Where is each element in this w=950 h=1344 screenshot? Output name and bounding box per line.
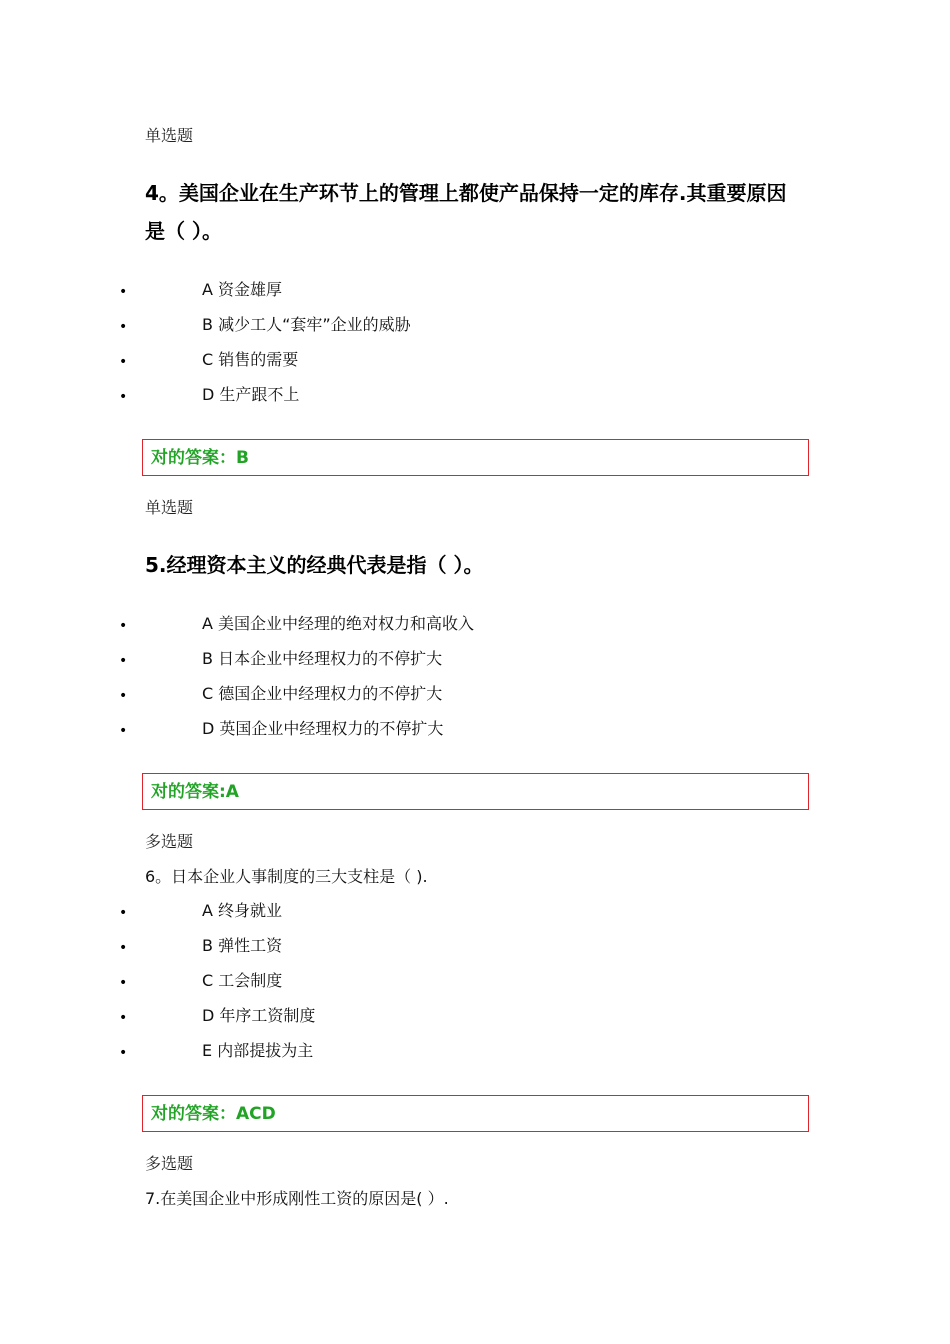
- option-a[interactable]: A 终身就业: [202, 901, 283, 920]
- answer-box: [142, 1095, 809, 1132]
- option-c[interactable]: C 德国企业中经理权力的不停扩大: [202, 684, 443, 703]
- answer-box: [142, 439, 809, 476]
- option-d[interactable]: D 生产跟不上: [202, 385, 300, 404]
- bullet-icon: •: [119, 723, 128, 739]
- question-type-label: 单选题: [145, 498, 194, 517]
- question-title: 4。美国企业在生产环节上的管理上都使产品保持一定的库存.其重要原因是（ ）。: [145, 181, 787, 243]
- correct-answer: 对的答案：B: [151, 448, 249, 468]
- option-a[interactable]: A 资金雄厚: [202, 280, 283, 299]
- option-c[interactable]: C 销售的需要: [202, 350, 299, 369]
- bullet-icon: •: [119, 1045, 128, 1061]
- question-type-label: 多选题: [145, 832, 194, 851]
- option-d[interactable]: D 英国企业中经理权力的不停扩大: [202, 719, 444, 738]
- option-e[interactable]: E 内部提拔为主: [202, 1041, 314, 1060]
- answer-box: [142, 773, 809, 810]
- bullet-icon: •: [119, 905, 128, 921]
- option-c[interactable]: C 工会制度: [202, 971, 283, 990]
- bullet-icon: •: [119, 653, 128, 669]
- question-type-label: 单选题: [145, 126, 194, 145]
- question-title: 7.在美国企业中形成刚性工资的原因是( ）.: [145, 1189, 449, 1208]
- correct-answer: 对的答案：ACD: [151, 1104, 276, 1124]
- bullet-icon: •: [119, 975, 128, 991]
- bullet-icon: •: [119, 618, 128, 634]
- bullet-icon: •: [119, 284, 128, 300]
- bullet-icon: •: [119, 940, 128, 956]
- option-b[interactable]: B 减少工人“套牢”企业的威胁: [202, 315, 411, 334]
- bullet-icon: •: [119, 389, 128, 405]
- option-d[interactable]: D 年序工资制度: [202, 1006, 316, 1025]
- bullet-icon: •: [119, 354, 128, 370]
- option-b[interactable]: B 日本企业中经理权力的不停扩大: [202, 649, 443, 668]
- bullet-icon: •: [119, 1010, 128, 1026]
- question-title: 6。日本企业人事制度的三大支柱是（ ).: [145, 867, 428, 886]
- option-a[interactable]: A 美国企业中经理的绝对权力和高收入: [202, 614, 475, 633]
- bullet-icon: •: [119, 319, 128, 335]
- question-type-label: 多选题: [145, 1154, 194, 1173]
- question-title: 5.经理资本主义的经典代表是指（ ）。: [145, 553, 484, 577]
- bullet-icon: •: [119, 688, 128, 704]
- option-b[interactable]: B 弹性工资: [202, 936, 283, 955]
- correct-answer: 对的答案:A: [151, 782, 239, 802]
